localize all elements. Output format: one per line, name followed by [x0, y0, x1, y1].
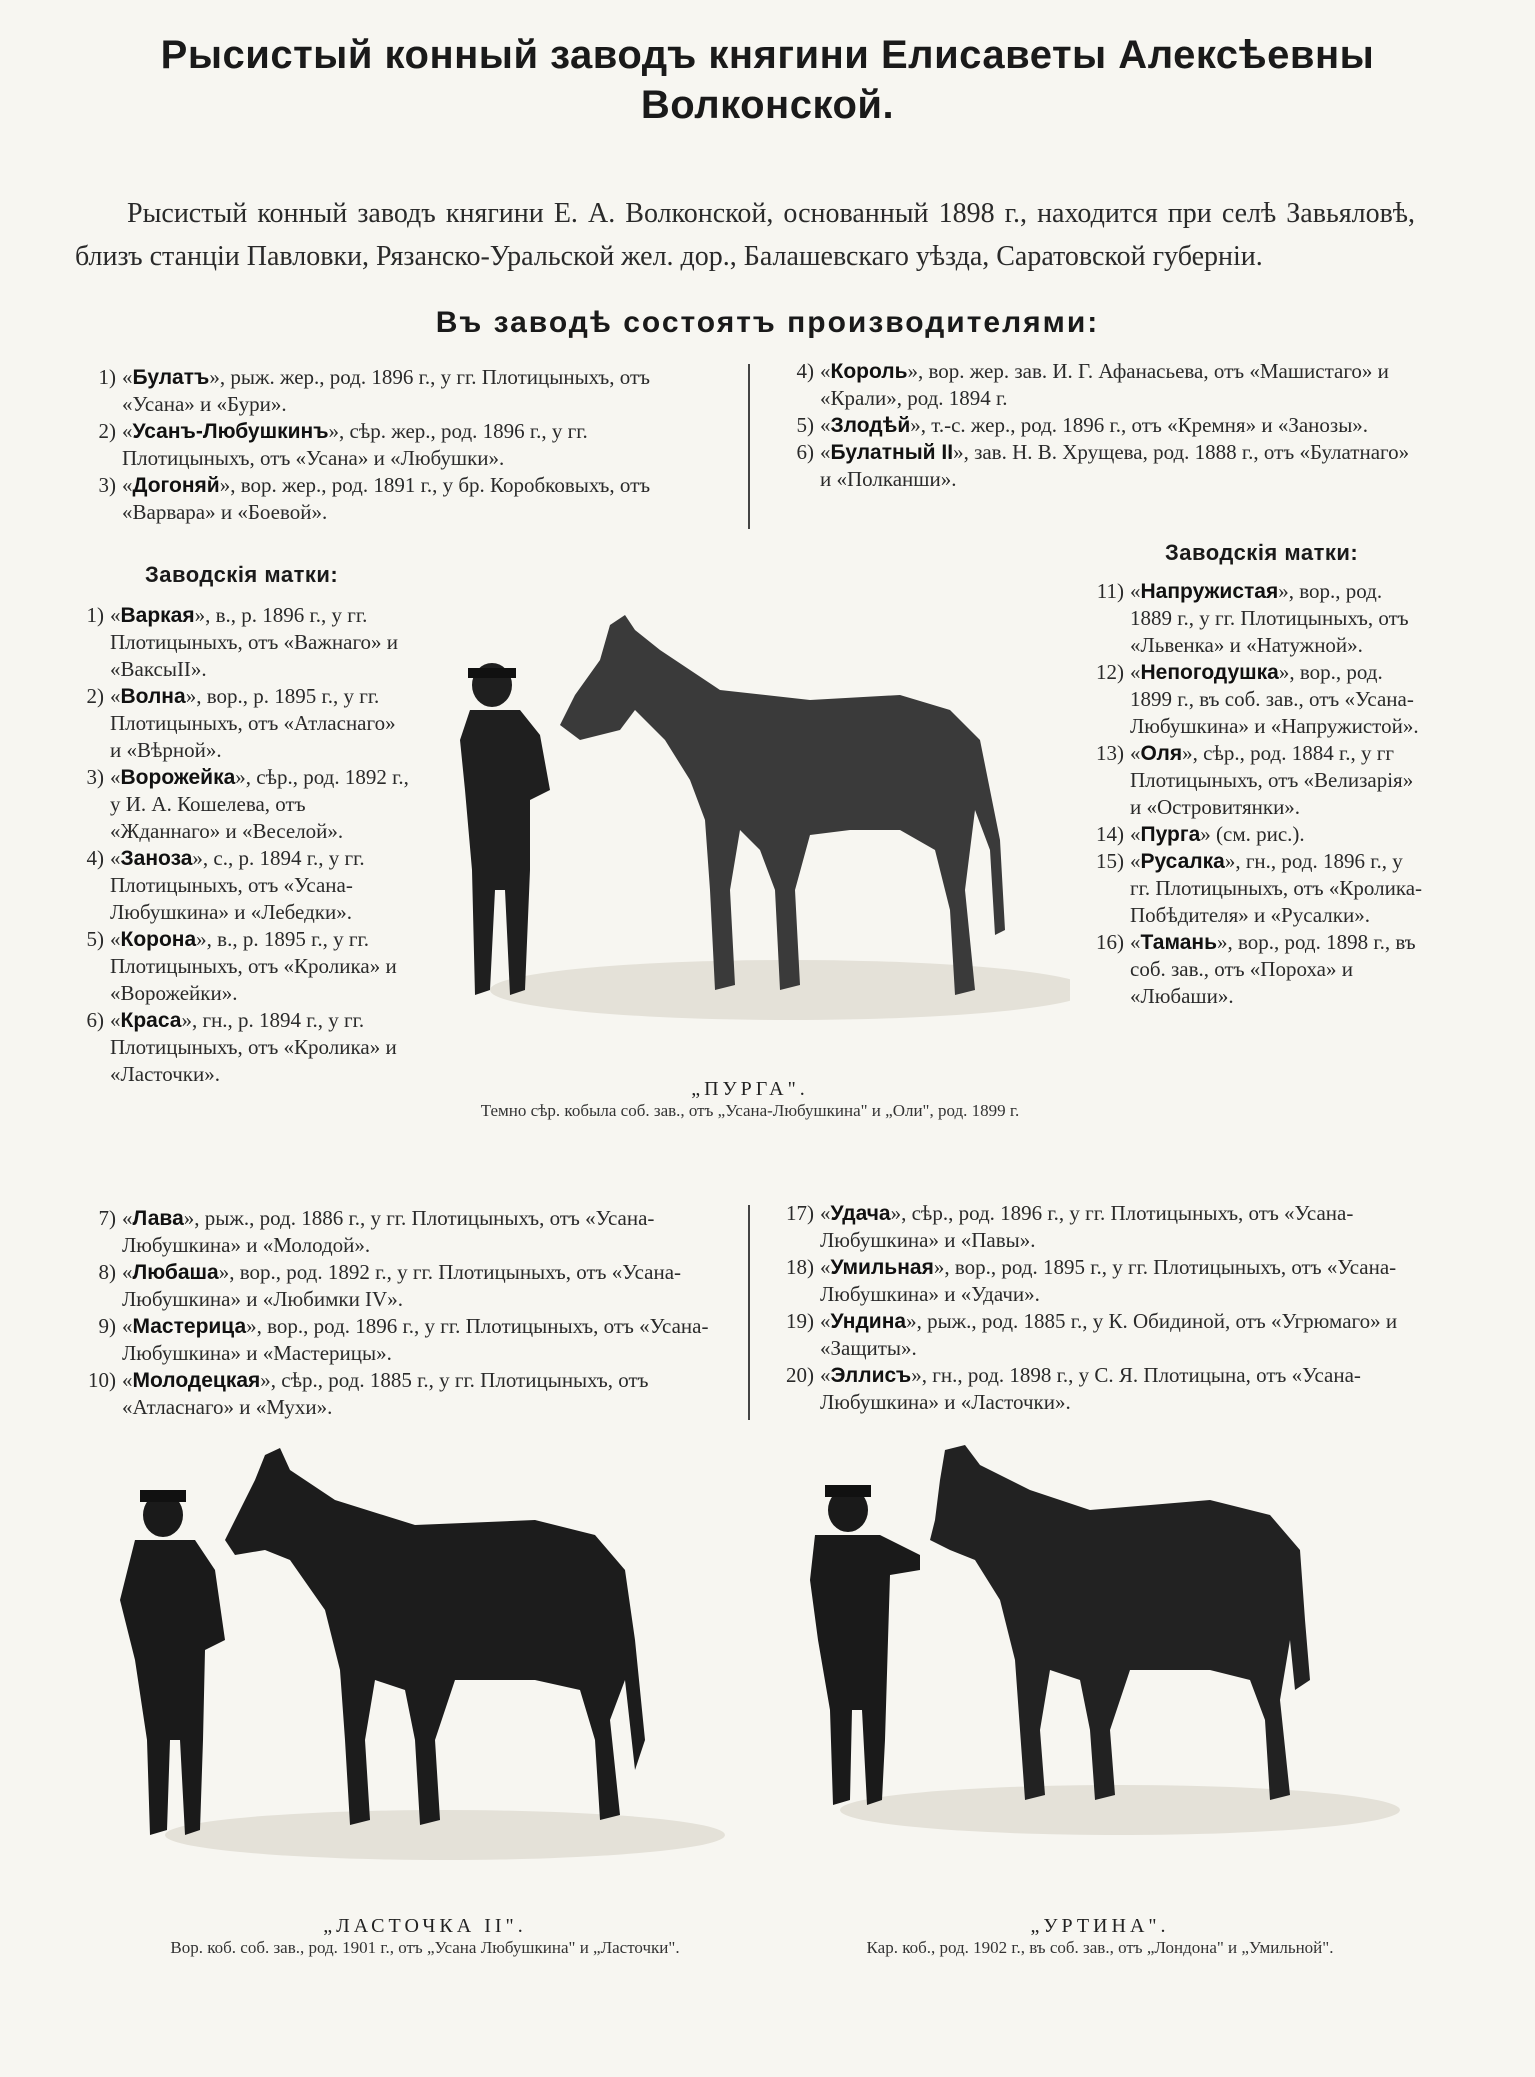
list-entry: 17) «Удача», сѣр., род. 1896 г., у гг. Плотицыныхъ, отъ «Усана-Любушкина» и «Павы». — [768, 1200, 1428, 1254]
list-entry: 6) «Булатный II», зав. Н. В. Хрущева, род. 1888 г., отъ «Булатнаго» и «Полканши». — [768, 439, 1418, 493]
entry-horse-name: Догоняй — [132, 474, 220, 497]
entry-number: 12) — [1096, 660, 1124, 684]
entry-description: , гн., р. 1894 г., у гг. Плотицыныхъ, отъ «Кролика» и «Ласточки». — [110, 1008, 397, 1086]
entry-horse-name: Ундина — [830, 1310, 907, 1333]
entry-description: , сѣр., род. 1885 г., у гг. Плотицыныхъ, отъ «Атласнаго» и «Мухи». — [122, 1368, 649, 1419]
entry-horse-name: Эллисъ — [830, 1364, 912, 1387]
entry-horse-name: Пурга — [1140, 823, 1201, 846]
list-entry: 9) «Мастерица», вор., род. 1896 г., у гг. Плотицыныхъ, отъ «Усана-Любушкина» и «Мастерицы». — [70, 1313, 730, 1367]
entry-description: , сѣр., род. 1892 г., у И. А. Кошелева, отъ «Жданнаго» и «Веселой». — [110, 765, 409, 843]
intro-paragraph: Рысистый конный заводъ княгини Е. А. Волконской, основанный 1898 г., находится при селѣ Завьяловѣ, близъ станціи Павловки, Рязанско-Уральской жел. дор., Балашевскаго уѣзда, Саратовской губерніи. — [75, 198, 1415, 272]
entry-horse-name: Напружистая — [1140, 580, 1279, 603]
entry-number: 2) — [98, 419, 116, 443]
list-entry: 3) «Догоняй», вор. жер., род. 1891 г., у бр. Коробковыхъ, отъ «Варвара» и «Боевой». — [70, 472, 720, 526]
list-entry: 10) «Молодецкая», сѣр., род. 1885 г., у гг. Плотицыныхъ, отъ «Атласнаго» и «Мухи». — [70, 1367, 730, 1421]
list-entry: 15) «Русалка», гн., род. 1896 г., у гг. Плотицыныхъ, отъ «Кролика-Побѣдителя» и «Русалки». — [1090, 848, 1425, 929]
entry-horse-name: Тамань — [1140, 931, 1218, 954]
entry-description: , сѣр., род. 1896 г., у гг. Плотицыныхъ, отъ «Усана-Любушкина» и «Павы». — [820, 1201, 1354, 1252]
entry-description: , рыж., род. 1885 г., у К. Обидиной, отъ «Угрюмаго» и «Защиты». — [820, 1309, 1398, 1360]
entry-number: 2) — [86, 684, 104, 708]
entry-number: 15) — [1096, 849, 1124, 873]
stallions-left-column — [70, 364, 720, 526]
entry-description: , вор. жер., род. 1891 г., у бр. Коробковыхъ, отъ «Варвара» и «Боевой». — [122, 473, 651, 524]
caption-purga — [420, 1078, 1080, 1122]
entry-horse-name: Любаша — [132, 1261, 219, 1284]
entry-number: 5) — [796, 413, 814, 437]
caption-lastochka-title: „ЛАСТОЧКА II". — [323, 1915, 527, 1937]
entry-horse-name: Мастерица — [132, 1315, 247, 1338]
caption-urtina-text: Кар. коб., род. 1902 г., въ соб. зав., отъ „Лондона" и „Умильной". — [866, 1938, 1334, 1957]
mares-title-right: Заводскія матки: — [1165, 540, 1359, 565]
mares-right-column — [1090, 578, 1425, 1010]
entry-number: 14) — [1096, 822, 1124, 846]
entry-number: 6) — [796, 440, 814, 464]
caption-urtina — [790, 1915, 1410, 1959]
stallions-right-column — [768, 358, 1418, 493]
entry-number: 11) — [1096, 579, 1124, 603]
entry-description: , гн., род. 1898 г., у С. Я. Плотицына, отъ «Усана-Любушкина» и «Ласточки». — [820, 1363, 1361, 1414]
caption-purga-title: „ПУРГА". — [691, 1078, 809, 1100]
entry-number: 3) — [98, 473, 116, 497]
entry-horse-name: Булатный II — [830, 441, 954, 464]
entry-horse-name: Волна — [120, 685, 186, 708]
list-entry: 16) «Тамань», вор., род. 1898 г., въ соб. зав., отъ «Пороха» и «Любаши». — [1090, 929, 1425, 1010]
entry-number: 19) — [786, 1309, 814, 1333]
entry-horse-name: Злодѣй — [830, 414, 911, 437]
entry-number: 1) — [86, 603, 104, 627]
entry-description: , вор., род. 1896 г., у гг. Плотицыныхъ, отъ «Усана-Любушкина» и «Мастерицы». — [122, 1314, 709, 1365]
caption-urtina-title: „УРТИНА". — [1030, 1915, 1170, 1937]
entry-description: , гн., род. 1896 г., у гг. Плотицыныхъ, отъ «Кролика-Побѣдителя» и «Русалки». — [1130, 849, 1423, 927]
entry-number: 18) — [786, 1255, 814, 1279]
entry-horse-name: Ворожейка — [120, 766, 236, 789]
column-divider-bottom — [748, 1205, 750, 1420]
entry-description: , вор., род. 1899 г., въ соб. зав., отъ «Усана-Любушкина» и «Напружистой». — [1130, 660, 1419, 738]
entry-number: 3) — [86, 765, 104, 789]
entry-horse-name: Булатъ — [132, 366, 210, 389]
photo-lastochka — [115, 1440, 735, 1860]
entry-horse-name: Корона — [120, 928, 197, 951]
entry-description: , сѣр. жер., род. 1896 г., у гг. Плотицыныхъ, отъ «Усана» и «Любушки». — [122, 419, 588, 470]
entry-horse-name: Варкая — [120, 604, 195, 627]
list-entry: 2) «Волна», вор., р. 1895 г., у гг. Плотицыныхъ, отъ «Атласнаго» и «Вѣрной». — [70, 683, 410, 764]
entry-number: 17) — [786, 1201, 814, 1225]
entry-horse-name: Краса — [120, 1009, 182, 1032]
page-title: Рысистый конный заводъ княгини Елисаветы Алексѣевны Волконской. — [160, 33, 1375, 127]
entry-number: 7) — [98, 1206, 116, 1230]
entry-horse-name: Король — [830, 360, 908, 383]
entry-horse-name: Русалка — [1140, 850, 1225, 873]
caption-lastochka — [115, 1915, 735, 1959]
list-entry: 2) «Усанъ-Любушкинъ», сѣр. жер., род. 1896 г., у гг. Плотицыныхъ, отъ «Усана» и «Любушки». — [70, 418, 720, 472]
entry-number: 8) — [98, 1260, 116, 1284]
entry-horse-name: Молодецкая — [132, 1369, 261, 1392]
list-entry: 3) «Ворожейка», сѣр., род. 1892 г., у И. А. Кошелева, отъ «Жданнаго» и «Веселой». — [70, 764, 410, 845]
photo-purga — [430, 590, 1070, 1020]
entry-number: 10) — [88, 1368, 116, 1392]
mares-bottom-left-column — [70, 1205, 730, 1421]
list-entry: 11) «Напружистая», вор., род. 1889 г., у гг. Плотицыныхъ, отъ «Львенка» и «Натужной». — [1090, 578, 1425, 659]
entry-number: 4) — [86, 846, 104, 870]
entry-number: 5) — [86, 927, 104, 951]
entry-number: 9) — [98, 1314, 116, 1338]
list-entry: 12) «Непогодушка», вор., род. 1899 г., въ соб. зав., отъ «Усана-Любушкина» и «Напружистой». — [1090, 659, 1425, 740]
entry-description: , рыж., род. 1886 г., у гг. Плотицыныхъ, отъ «Усана-Любушкина» и «Молодой». — [122, 1206, 655, 1257]
list-entry: 1) «Булатъ», рыж. жер., род. 1896 г., у гг. Плотицыныхъ, отъ «Усана» и «Бури». — [70, 364, 720, 418]
entry-number: 13) — [1096, 741, 1124, 765]
entry-horse-name: Удача — [830, 1202, 891, 1225]
entry-number: 6) — [86, 1008, 104, 1032]
caption-purga-text: Темно сѣр. кобыла соб. зав., отъ „Усана-Любушкина" и „Оли", род. 1899 г. — [480, 1101, 1020, 1120]
list-entry: 4) «Король», вор. жер. зав. И. Г. Афанасьева, отъ «Машистаго» и «Крали», род. 1894 г. — [768, 358, 1418, 412]
entry-description: , в., р. 1896 г., у гг. Плотицыныхъ, отъ «Важнаго» и «ВаксыII». — [110, 603, 399, 681]
entry-description: , вор., р. 1895 г., у гг. Плотицыныхъ, отъ «Атласнаго» и «Вѣрной». — [110, 684, 396, 762]
entry-description: , вор., род. 1898 г., въ соб. зав., отъ «Пороха» и «Любаши». — [1130, 930, 1416, 1008]
entry-number: 20) — [786, 1363, 814, 1387]
section-title-stallions: Въ заводѣ состоятъ производителями: — [435, 306, 1100, 339]
list-entry: 19) «Ундина», рыж., род. 1885 г., у К. Обидиной, отъ «Угрюмаго» и «Защиты». — [768, 1308, 1428, 1362]
list-entry: 14) «Пурга» (см. рис.). — [1090, 821, 1425, 848]
entry-horse-name: Умильная — [830, 1256, 934, 1279]
mares-left-column — [70, 602, 410, 1088]
entry-horse-name: Усанъ-Любушкинъ — [132, 420, 329, 443]
entry-number: 4) — [796, 359, 814, 383]
entry-horse-name: Оля — [1140, 742, 1183, 765]
entry-description: , с., р. 1894 г., у гг. Плотицыныхъ, отъ «Усана-Любушкина» и «Лебедки». — [110, 846, 365, 924]
list-entry: 18) «Умильная», вор., род. 1895 г., у гг. Плотицыныхъ, отъ «Усана-Любушкина» и «Удачи». — [768, 1254, 1428, 1308]
entry-description: , рыж. жер., род. 1896 г., у гг. Плотицыныхъ, отъ «Усана» и «Бури». — [122, 365, 650, 416]
list-entry: 13) «Оля», сѣр., род. 1884 г., у гг Плотицыныхъ, отъ «Велизарія» и «Островитянки». — [1090, 740, 1425, 821]
list-entry: 20) «Эллисъ», гн., род. 1898 г., у С. Я. Плотицына, отъ «Усана-Любушкина» и «Ласточки». — [768, 1362, 1428, 1416]
entry-description: , сѣр., род. 1884 г., у гг Плотицыныхъ, отъ «Велизарія» и «Островитянки». — [1130, 741, 1414, 819]
entry-description: , в., р. 1895 г., у гг. Плотицыныхъ, отъ «Кролика» и «Ворожейки». — [110, 927, 397, 1005]
entry-description: , вор., род. 1892 г., у гг. Плотицыныхъ, отъ «Усана-Любушкина» и «Любимки IV». — [122, 1260, 682, 1311]
list-entry: 1) «Варкая», в., р. 1896 г., у гг. Плотицыныхъ, отъ «Важнаго» и «ВаксыII». — [70, 602, 410, 683]
entry-description: , вор. жер. зав. И. Г. Афанасьева, отъ «Машистаго» и «Крали», род. 1894 г. — [820, 359, 1389, 410]
list-entry: 6) «Краса», гн., р. 1894 г., у гг. Плотицыныхъ, отъ «Кролика» и «Ласточки». — [70, 1007, 410, 1088]
entry-description: , т.-с. жер., род. 1896 г., отъ «Кремня» и «Занозы». — [920, 413, 1369, 437]
list-entry: 7) «Лава», рыж., род. 1886 г., у гг. Плотицыныхъ, отъ «Усана-Любушкина» и «Молодой». — [70, 1205, 730, 1259]
entry-description: , вор., род. 1889 г., у гг. Плотицыныхъ, отъ «Львенка» и «Натужной». — [1130, 579, 1409, 657]
entry-horse-name: Заноза — [120, 847, 193, 870]
entry-description: , вор., род. 1895 г., у гг. Плотицыныхъ, отъ «Усана-Любушкина» и «Удачи». — [820, 1255, 1397, 1306]
entry-number: 16) — [1096, 930, 1124, 954]
entry-number: 1) — [98, 365, 116, 389]
entry-description: , зав. Н. В. Хрущева, род. 1888 г., отъ «Булатнаго» и «Полканши». — [820, 440, 1410, 491]
mares-bottom-right-column — [768, 1200, 1428, 1416]
list-entry: 8) «Любаша», вор., род. 1892 г., у гг. Плотицыныхъ, отъ «Усана-Любушкина» и «Любимки IV». — [70, 1259, 730, 1313]
entry-horse-name: Непогодушка — [1140, 661, 1279, 684]
entry-description: (см. рис.). — [1210, 822, 1305, 846]
photo-urtina — [790, 1440, 1410, 1860]
caption-lastochka-text: Вор. коб. соб. зав., род. 1901 г., отъ „Усана Любушкина" и „Ласточки". — [170, 1938, 680, 1957]
column-divider-top — [748, 364, 750, 529]
mares-title-left: Заводскія матки: — [145, 562, 339, 587]
list-entry: 5) «Злодѣй», т.-с. жер., род. 1896 г., отъ «Кремня» и «Занозы». — [768, 412, 1418, 439]
list-entry: 4) «Заноза», с., р. 1894 г., у гг. Плотицыныхъ, отъ «Усана-Любушкина» и «Лебедки». — [70, 845, 410, 926]
entry-horse-name: Лава — [132, 1207, 184, 1230]
list-entry: 5) «Корона», в., р. 1895 г., у гг. Плотицыныхъ, отъ «Кролика» и «Ворожейки». — [70, 926, 410, 1007]
